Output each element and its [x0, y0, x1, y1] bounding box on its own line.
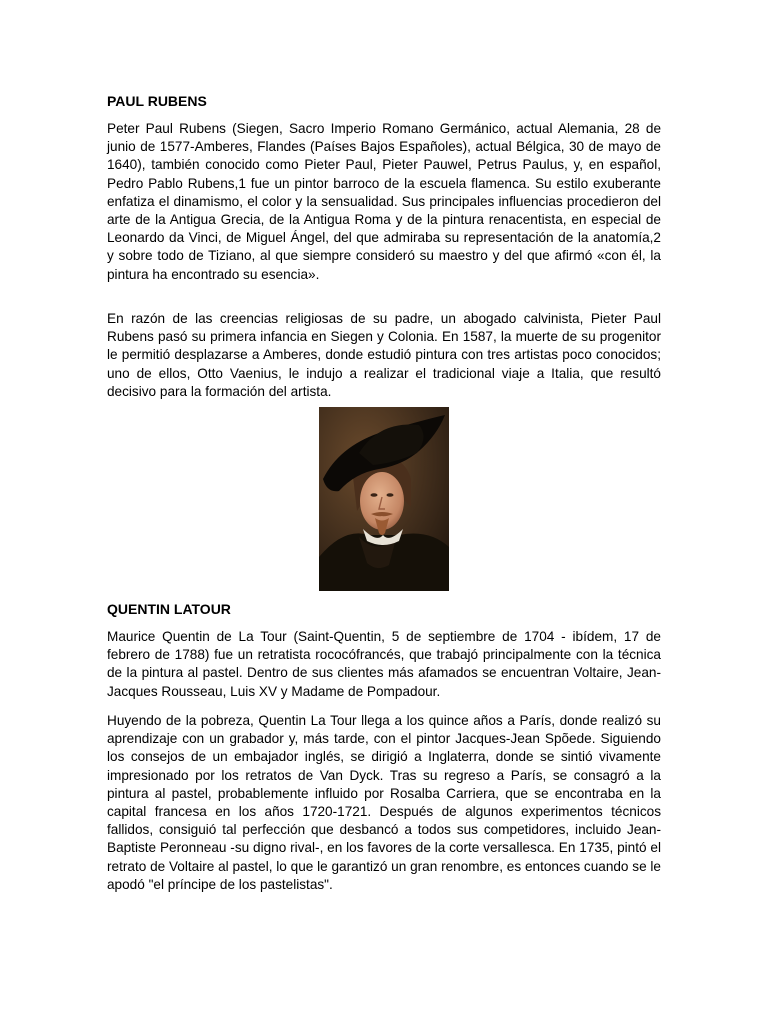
latour-paragraph-2: Huyendo de la pobreza, Quentin La Tour llega a los quince años a París, donde realizó su aprendizaje con un grabador y, más tarde, con el pintor Jacques-Jean Spõede. Siguiendo los consejos de un embajador inglés, se dirigió a Inglaterra, donde se sintió vivamente impresionado por los retratos de Van Dyck. Tras su regreso a París, se consagró a la pintura al pastel, probablemente influido por Rosalba Carriera, que se encontraba en la capital francesa en los años 1720-1721. Después de algunos experimentos técnicos fallidos, consiguió tal perfección que desbancó a todos sus competidores, incluido Jean-Baptiste Peronneau -su digno rival-, en los favores de la corte versallesca. En 1735, pintó el retrato de Voltaire al pastel, lo que le garantizó un gran renombre, es entonces cuando se le apodó "el príncipe de los pastelistas".	[107, 713, 661, 892]
rubens-portrait-image	[319, 407, 449, 591]
section-title-latour: QUENTIN LATOUR	[107, 601, 231, 617]
rubens-paragraph-2: En razón de las creencias religiosas de su padre, un abogado calvinista, Pieter Paul Rubens pasó su primera infancia en Siegen y Colonia. En 1587, la muerte de su progenitor le permitió desplazarse a Amberes, donde estudió pintura con tres artistas poco conocidos; uno de ellos, Otto Vaenius, le indujo a realizar el tradicional viaje a Italia, que resultó decisivo para la formación del artista.	[107, 311, 661, 399]
portrait-painting	[319, 407, 449, 591]
section-title-rubens: PAUL RUBENS	[107, 93, 207, 109]
rubens-paragraph-1: Peter Paul Rubens (Siegen, Sacro Imperio Romano Germánico, actual Alemania, 28 de junio de 1577-Amberes, Flandes (Países Bajos Españoles), actual Bélgica, 30 de mayo de 1640), también conocido como Pieter Paul, Pieter Pauwel, Petrus Paulus, y, en español, Pedro Pablo Rubens,1 fue un pintor barroco de la escuela flamenca. Su estilo exuberante enfatiza el dinamismo, el color y la sensualidad. Sus principales influencias procedieron del arte de la Antigua Grecia, de la Antigua Roma y de la pintura renacentista, en especial de Leonardo da Vinci, de Miguel Ángel, del que admiraba su representación de la anatomía,2 y sobre todo de Tiziano, al que siempre consideró su maestro y del que afirmó «con él, la pintura ha encontrado su esencia».	[107, 121, 661, 282]
latour-paragraph-1: Maurice Quentin de La Tour (Saint-Quentin, 5 de septiembre de 1704 - ibídem, 17 de febrero de 1788) fue un retratista rococófrancés, que trabajó principalmente con la técnica de la pintura al pastel. Dentro de sus clientes más afamados se encuentran Voltaire, Jean-Jacques Rousseau, Luis XV y Madame de Pompadour.	[107, 629, 661, 699]
